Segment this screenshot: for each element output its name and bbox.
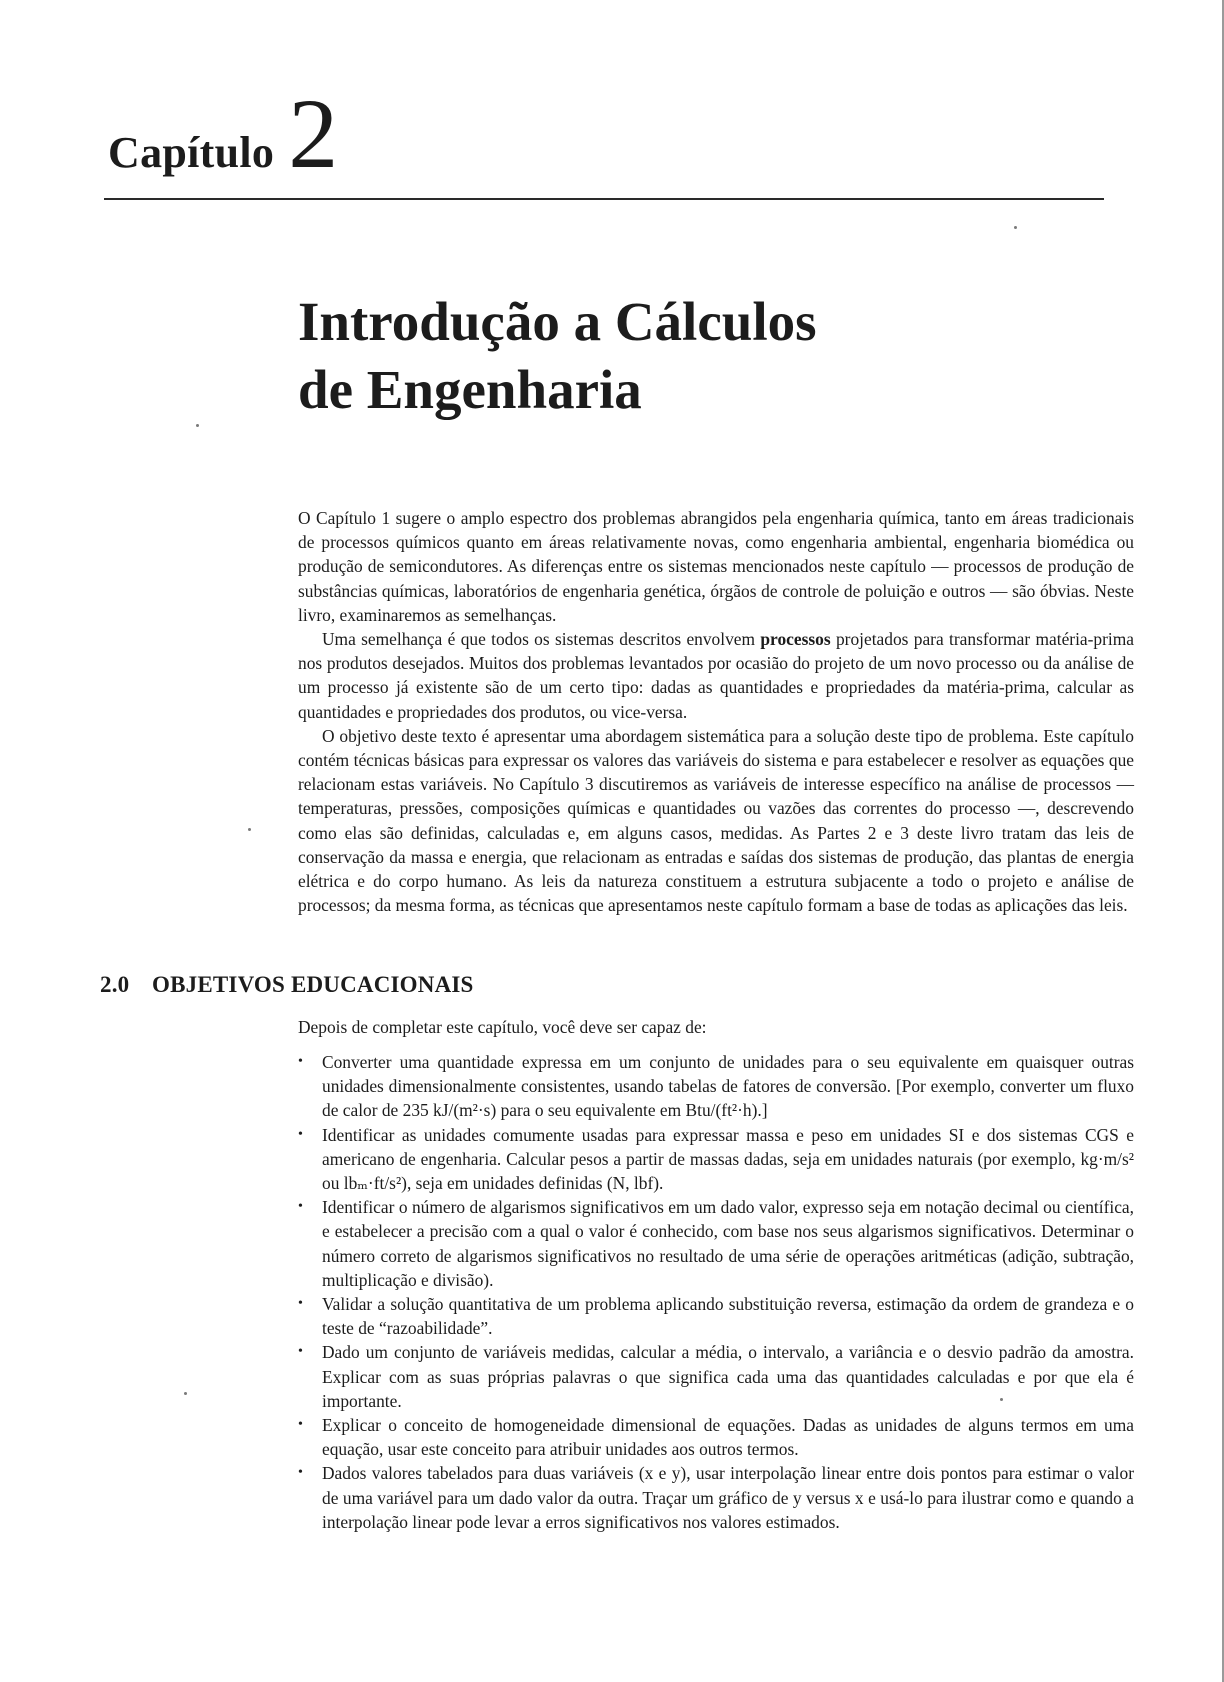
objective-text: Dado um conjunto de variáveis medidas, calcular a média, o intervalo, a variância e o desvio padrão da amostra. Explicar com as suas próprias palavras o que significa cada uma das quantidades calculadas e por que ela é importante.: [322, 1342, 1134, 1411]
intro-paragraph-3: O objetivo deste texto é apresentar uma abordagem sistemática para a solução deste tipo de problema. Este capítulo contém técnicas básicas para expressar os valores das variáveis do sistema e para estabelecer e resolver as equações que relacionam estas variáveis. No Capítulo 3 discutiremos as variáveis de interesse específico na análise de processos — temperaturas, pressões, composições químicas e quantidades ou vazões das correntes do processo —, descrevendo como elas são definidas, calculadas e, em alguns casos, medidas. As Partes 2 e 3 deste livro tratam das leis de conservação da massa e energia, que relacionam as entradas e saídas dos sistemas de produção, das plantas de energia elétrica e do corpo humano. As leis da natureza constituem a estrutura subjacente a todo o projeto e análise de processos; da mesma forma, as técnicas que apresentamos neste capítulo formam a base de todas as aplicações das leis.: [298, 725, 1134, 916]
intro-paragraph-1: O Capítulo 1 sugere o amplo espectro dos problemas abrangidos pela engenharia química, tanto em áreas tradicionais de processos químicos quanto em áreas relativamente novas, como engenharia ambiental, engenharia biomédica ou produção de semicondutores. As diferenças entre os sistemas mencionados neste capítulo — processos de produção de substâncias químicas, laboratórios de engenharia genética, órgãos de controle de poluição e outros — são óbvias. Neste livro, examinaremos as semelhanças.: [298, 508, 1134, 625]
objective-text: Identificar as unidades comumente usadas para expressar massa e peso em unidades SI e dos sistemas CGS e americano de engenharia. Calcular pesos a partir de massas dadas, seja em unidades naturais (por exemplo, kg·m/s² ou lbₘ·ft/s²), seja em unidades definidas (N, lbf).: [322, 1124, 1134, 1194]
objective-text: Explicar o conceito de homogeneidade dimensional de equações. Dadas as unidades de alguns termos em uma equação, usar este conceito para atribuir unidades aos outros termos.: [322, 1415, 1134, 1460]
bullet-icon: •: [298, 1417, 303, 1433]
section-number: 2.0: [100, 972, 130, 997]
bullet-icon: •: [298, 1054, 303, 1069]
scan-speck: [1014, 226, 1017, 229]
section-title: OBJETIVOS EDUCACIONAIS: [152, 972, 474, 997]
chapter-divider: [104, 198, 1104, 200]
scan-speck: [196, 424, 199, 427]
section-lead: Depois de completar este capítulo, você deve ser capaz de:: [298, 1017, 707, 1037]
bullet-icon: •: [298, 1296, 303, 1312]
objective-item: [298, 1413, 1134, 1461]
scan-speck: [248, 828, 251, 831]
chapter-title-line1: Introdução a Cálculos: [298, 291, 817, 352]
objective-item: [298, 1340, 1134, 1413]
chapter-title-line2: de Engenharia: [298, 359, 642, 420]
objective-item: [298, 1123, 1134, 1196]
intro-paragraph-2-start: Uma semelhança é que todos os sistemas descritos envolvem: [322, 629, 761, 650]
intro-paragraph-2: [298, 627, 1134, 724]
objective-item: [298, 1195, 1134, 1292]
objective-text: Identificar o número de algarismos significativos em um dado valor, expresso seja em notação decimal ou científica, e estabelecer a precisão com a qual o valor é conhecido, com base nos seus algarismos significativos. Determinar o número correto de algarismos significativos no resultado de uma série de operações aritméticas (adição, subtração, multiplicação e divisão).: [322, 1197, 1134, 1290]
objective-item: [298, 1292, 1134, 1340]
section-heading: [100, 972, 474, 998]
scan-speck: [1000, 1398, 1003, 1401]
scan-speck: [184, 1392, 187, 1395]
bullet-icon: •: [298, 1126, 303, 1142]
chapter-label: [108, 78, 339, 189]
chapter-number: 2: [288, 78, 339, 189]
intro-text: [298, 506, 1134, 917]
objective-text: Dados valores tabelados para duas variáveis (x e y), usar interpolação linear entre dois pontos para estimar o valor de uma variável para um dado valor da outra. Traçar um gráfico de y versus x e usá-lo para ilustrar como e quando a interpolação linear pode levar a erros significativos nos valores estimados.: [322, 1463, 1134, 1532]
objectives-list: [298, 1050, 1134, 1534]
bullet-icon: •: [298, 1344, 303, 1360]
bullet-icon: •: [298, 1465, 303, 1481]
chapter-title: [298, 288, 1098, 424]
objective-item: [298, 1461, 1134, 1534]
bullet-icon: •: [298, 1199, 303, 1215]
intro-paragraph-2-bold: processos: [760, 629, 831, 650]
chapter-word: Capítulo: [108, 128, 275, 177]
intro-paragraph-2-end: projetados para transformar matéria-prima nos produtos desejados. Muitos dos problemas levantados por ocasião do projeto de um novo processo ou da análise de um processo já existente são de um certo tipo: dadas as quantidades e propriedades da matéria-prima, calcular as quantidades e propriedades dos produtos, ou vice-versa.: [298, 629, 1134, 722]
objective-item: [298, 1050, 1134, 1123]
objective-text: Validar a solução quantitativa de um problema aplicando substituição reversa, estimação da ordem de grandeza e o teste de “razoabilidade”.: [322, 1294, 1134, 1339]
objective-text: Converter uma quantidade expressa em um conjunto de unidades para o seu equivalente em quaisquer outras unidades dimensionalmente consistentes, usando tabelas de fatores de conversão. [Por exemplo, converter um fluxo de calor de 235 kJ/(m²·s) para o seu equivalente em Btu/(ft²·h).]: [322, 1052, 1134, 1121]
